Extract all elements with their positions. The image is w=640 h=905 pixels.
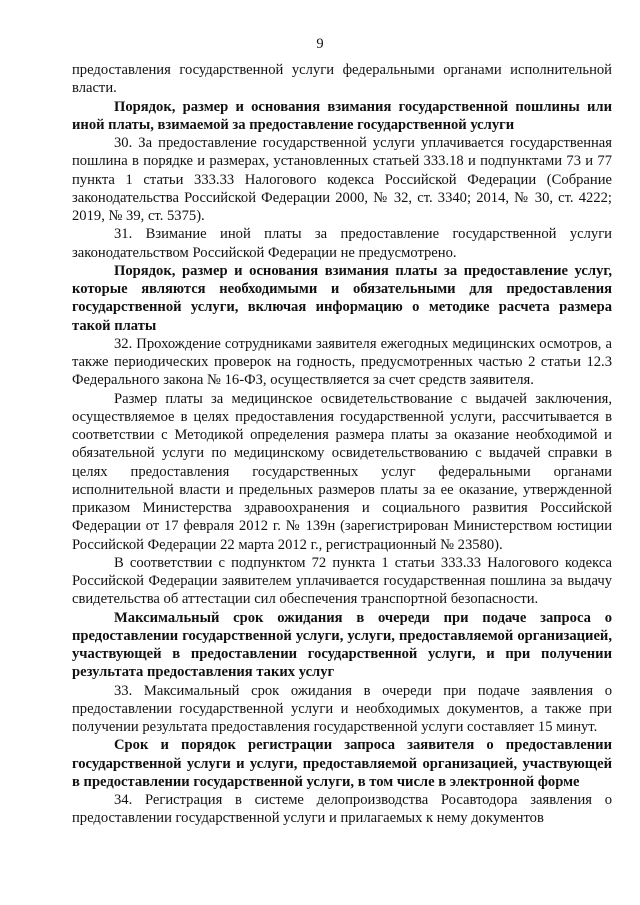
paragraph: 30. За предоставление государственной услуги уплачивается государственная пошлина в порядке и размерах, установленных статьей 333.18 и подпунктами 73 и 77 пункта 1 статьи 333.33 Налогового кодекса Российской Федерации (Собрание законодательства Российской Федерации 2000, № 32, ст. 3340; 2014, № 30, ст. 4222; 2019, № 39, ст. 5375). — [72, 135, 612, 224]
paragraph: В соответствии с подпунктом 72 пункта 1 статьи 333.33 Налогового кодекса Российской Федерации заявителем уплачивается государственная пошлина за выдачу свидетельства об аттестации сил обеспечения транспортной безопасности. — [72, 554, 612, 608]
section-heading: Порядок, размер и основания взимания платы за предоставление услуг, которые являются необходимыми и обязательными для предоставления государственной услуги, включая информацию о методике расчета размера такой платы — [72, 262, 612, 334]
document-body — [72, 61, 612, 828]
paragraph: 31. Взимание иной платы за предоставление государственной услуги законодательством Российской Федерации не предусмотрено. — [72, 226, 612, 261]
paragraph: предоставления государственной услуги федеральными органами исполнительной власти. — [72, 62, 612, 97]
paragraph: Размер платы за медицинское освидетельствование с выдачей заключения, осуществляемое в целях предоставления государственной услуги, рассчитывается в соответствии с Методикой определения размера платы за оказание необходимой и обязательной услуги по медицинскому освидетельствованию с выдачей справки в целях предоставления государственных услуг федеральными органами исполнительной власти и предельных размеров платы за ее оказание, утвержденной приказом Министерства здравоохранения и социального развития Российской Федерации от 17 февраля 2012 г. № 139н (зарегистрирован Министерством юстиции Российской Федерации 22 марта 2012 г., регистрационный № 23580). — [72, 390, 612, 553]
page-number: 9 — [316, 36, 324, 52]
section-heading: Максимальный срок ожидания в очереди при подаче запроса о предоставлении государственной услуги, услуги, предоставляемой организацией, участвующей в предоставлении государственной услуги, и при получении результата предоставления таких услуг — [72, 609, 612, 681]
paragraph: 34. Регистрация в системе делопроизводства Росавтодора заявления о предоставлении государственной услуги и прилагаемых к нему документов — [72, 792, 612, 827]
paragraph: 32. Прохождение сотрудниками заявителя ежегодных медицинских осмотров, а также периодических проверок на годность, предусмотренных частью 2 статьи 12.3 Федерального закона № 16-ФЗ, осуществляется за счет средств заявителя. — [72, 335, 612, 389]
section-heading: Порядок, размер и основания взимания государственной пошлины или иной платы, взимаемой за предоставление государственной услуги — [72, 98, 612, 133]
paragraph: 33. Максимальный срок ожидания в очереди при подаче заявления о предоставлении государственной услуги и необходимых документов, а также при получении результата предоставления государственной услуги составляет 15 минут. — [72, 682, 612, 735]
section-heading: Срок и порядок регистрации запроса заявителя о предоставлении государственной услуги и услуги, предоставляемой организацией, участвующей в предоставлении государственной услуги, в том числе в электронной форме — [72, 737, 612, 790]
